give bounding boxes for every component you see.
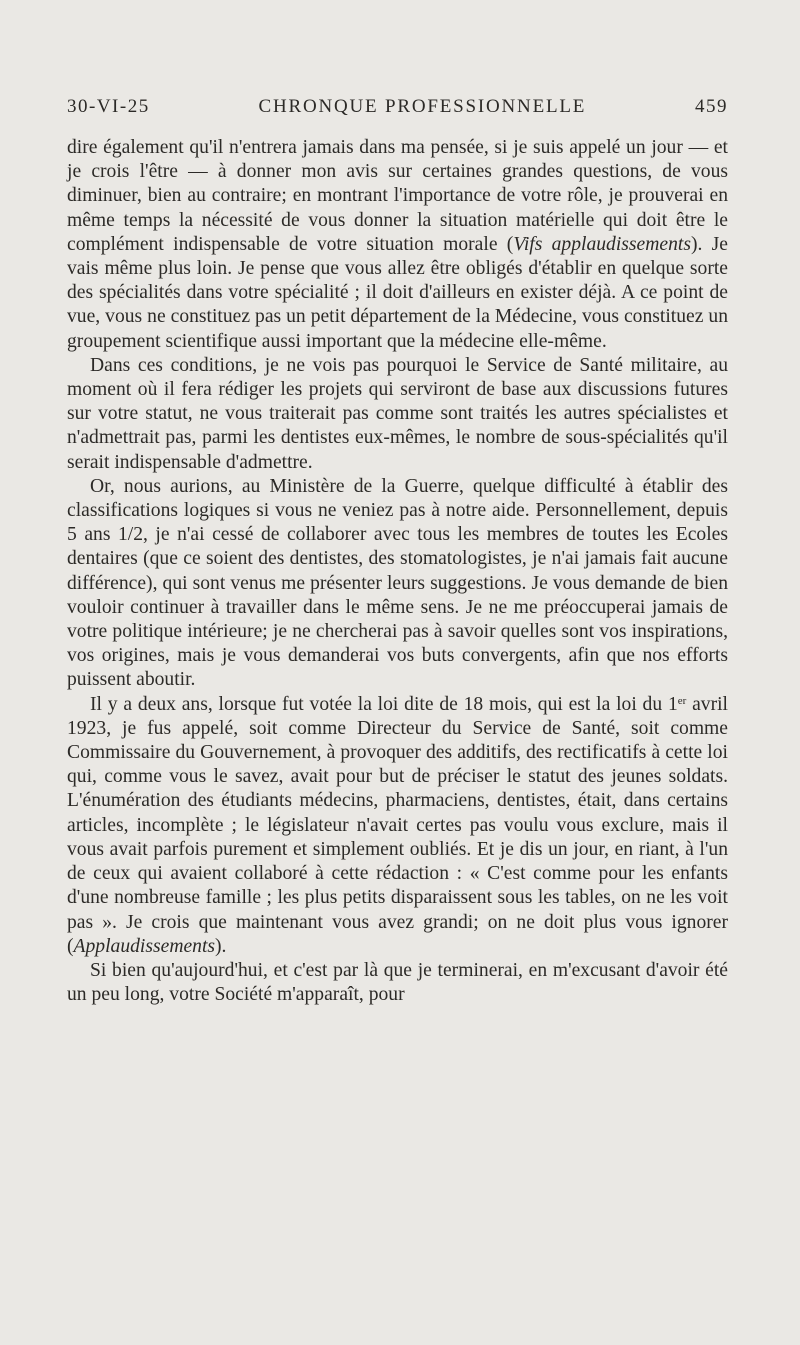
applause-note: Applaudissements xyxy=(73,935,216,957)
header-date: 30-VI-25 xyxy=(67,96,150,117)
applause-note: Vifs applaudissements xyxy=(513,233,691,255)
header-title: CHRONQUE PROFESSIONNELLE xyxy=(258,96,587,117)
running-head xyxy=(67,96,728,136)
paragraph-5: Si bien qu'aujourd'hui, et c'est par là que je terminerai, en m'excusant d'avoir été un peu long, votre Société m'apparaît, pour xyxy=(67,959,728,1006)
body-text xyxy=(67,136,728,1007)
ordinal-superscript: er xyxy=(677,694,687,707)
page-number: 459 xyxy=(695,96,728,117)
paragraph-2: Dans ces conditions, je ne vois pas pourquoi le Service de Santé militaire, au moment où il fera rédiger les projets qui serviront de base aux discussions futures sur votre statut, ne vous traiterait pas comme sont traités les autres spécialistes et n'admettrait pas, parmi les dentistes eux-mêmes, le nombre de sous-spécialités qu'il serait indispensable d'admettre. xyxy=(67,354,728,473)
paragraph-3: Or, nous aurions, au Ministère de la Guerre, quelque difficulté à établir des classifications logiques si vous ne veniez pas à notre aide. Personnellement, depuis 5 ans 1/2, je n'ai cessé de collaborer avec tous les membres de toutes les Ecoles dentaires (que ce soient des dentistes, des stomatologistes, je n'ai jamais fait aucune différence), qui sont venus me présenter leurs suggestions. Je vous demande de bien vouloir continuer à travailler dans le même sens. Je ne me préoccuperai jamais de votre politique intérieure; je ne chercherai pas à savoir quelles sont vos inspirations, vos origines, mais je vous demanderai vos buts convergents, afin que nos efforts puissent aboutir. xyxy=(67,475,728,691)
paragraph-4: Il y a deux ans, lorsque fut votée la loi dite de 18 mois, qui est la loi du 1er avril 1923, je fus appelé, soit comme Directeur du Service de Santé, soit comme Commissaire du Gouvernement, à provoquer des additifs, des rectificatifs à cette loi qui, comme vous le savez, avait pour but de préciser le statut des jeunes soldats. L'énumération des étudiants médecins, pharmaciens, dentistes, était, dans certains articles, incomplète ; le législateur n'avait certes pas voulu vous exclure, mais il vous avait parfois purement et simplement oubliés. Et je dis un jour, en riant, à l'un de ceux qui avaient collaboré à cette rédaction : « C'est comme pour les enfants d'une nombreuse famille ; les plus petits disparaissent sous les tables, on ne les voit pas ». Je crois que maintenant vous avez grandi; on ne doit plus vous ignorer (Applaudissements). xyxy=(67,693,728,957)
paragraph-1: dire également qu'il n'entrera jamais dans ma pensée, si je suis appelé un jour — et je crois l'être — à donner mon avis sur certaines grandes questions, de vous diminuer, bien au contraire; en montrant l'importance de votre rôle, je prouverai en même temps la nécessité de vous donner la situation matérielle qui doit être le complément indispensable de votre situation morale (Vifs applaudissements). Je vais même plus loin. Je pense que vous allez être obligés d'établir en quelque sorte des spécialités dans votre spécialité ; il doit d'ailleurs en exister déjà. A ce point de vue, vous ne constituez pas un petit département de la Médecine, vous constituez un groupement scientifique aussi important que la médecine elle-même. xyxy=(67,137,728,352)
